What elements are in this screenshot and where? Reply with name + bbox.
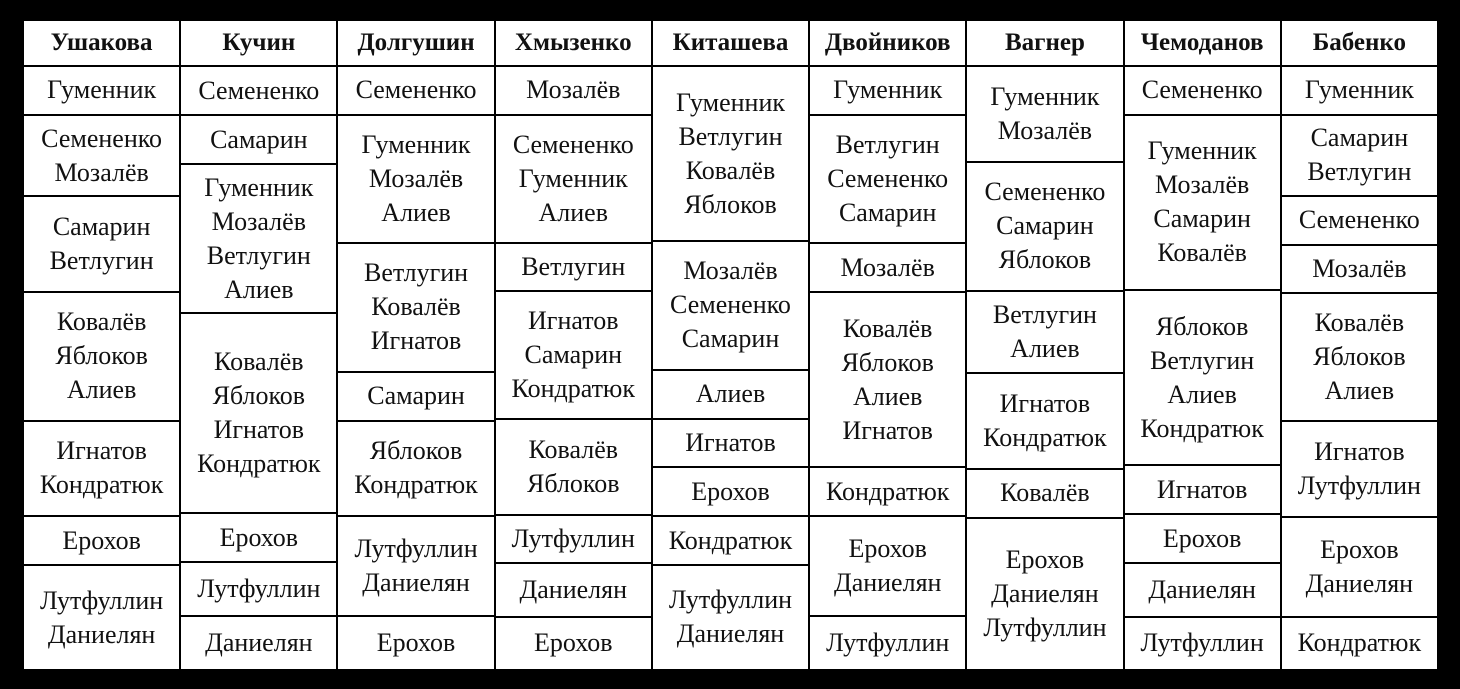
table-cell	[1125, 618, 1280, 670]
column-header: Двойников	[810, 21, 965, 65]
table-cell	[810, 67, 965, 114]
name-entry: Самарин	[838, 198, 937, 228]
name-entry: Ковалёв	[56, 307, 147, 337]
name-entry: Ерохов	[1162, 523, 1242, 553]
name-entry: Даниелян	[833, 568, 942, 598]
name-entry: Ерохов	[534, 628, 613, 658]
name-entry: Ерохов	[376, 628, 456, 658]
table-cell	[810, 517, 965, 615]
table-cell	[496, 618, 651, 669]
table-column	[496, 21, 651, 669]
table-cell	[653, 242, 808, 368]
name-entry: Гуменник	[1304, 75, 1414, 105]
name-entry: Ковалёв	[528, 435, 619, 464]
name-entry: Кондратюк	[39, 470, 164, 500]
table-cell	[653, 371, 808, 418]
name-entry: Яблоков	[527, 469, 620, 498]
name-entry: Кондратюк	[197, 448, 321, 478]
table-cell	[496, 420, 651, 513]
name-entry: Даниелян	[362, 568, 470, 598]
table-column	[967, 21, 1122, 669]
name-entry: Гуменник	[990, 81, 1100, 111]
table-cell	[967, 470, 1122, 517]
table-cell	[181, 165, 336, 311]
name-entry: Гуменник	[518, 163, 628, 193]
table-cell	[653, 566, 808, 669]
name-entry: Ветлугин	[521, 252, 626, 281]
name-entry: Игнатов	[685, 427, 776, 457]
name-entry: Лутфуллин	[826, 628, 950, 658]
table-column	[338, 21, 493, 669]
name-entry: Ковалёв	[214, 346, 304, 376]
column-header: Долгушин	[338, 21, 493, 65]
name-entry: Алиев	[852, 381, 923, 411]
table-cell	[496, 564, 651, 615]
table-cell	[496, 292, 651, 418]
name-entry: Игнатов	[1314, 437, 1405, 466]
ranking-table	[24, 21, 1437, 669]
name-entry: Кондратюк	[1297, 628, 1422, 658]
name-entry: Семененко	[512, 129, 634, 159]
name-entry: Даниелян	[991, 578, 1099, 608]
table-cell	[1125, 564, 1280, 616]
table-cell	[1125, 291, 1280, 464]
name-entry: Лутфуллин	[511, 524, 635, 553]
column-header: Кучин	[181, 21, 336, 65]
name-entry: Лутфуллин	[1140, 628, 1264, 658]
name-entry: Гуменник	[833, 75, 943, 105]
table-column	[181, 21, 336, 669]
name-entry: Алиев	[1167, 379, 1237, 409]
name-entry: Ковалёв	[685, 155, 776, 185]
name-entry: Ветлугин	[835, 130, 940, 160]
table-cell	[496, 67, 651, 114]
name-entry: Алиев	[1010, 333, 1080, 363]
name-entry: Алиев	[695, 379, 766, 409]
table-cell	[24, 67, 179, 114]
name-entry: Самарин	[524, 340, 623, 370]
name-entry: Лутфуллин	[668, 585, 793, 615]
name-entry: Ерохов	[219, 522, 299, 552]
name-entry: Ветлугин	[678, 121, 783, 151]
name-entry: Семененко	[827, 164, 949, 194]
table-cell	[338, 617, 493, 669]
table-cell	[1125, 515, 1280, 562]
table-column	[653, 21, 808, 669]
table-cell	[1125, 466, 1280, 513]
name-entry: Мозалёв	[997, 115, 1093, 145]
name-entry: Гуменник	[361, 130, 471, 160]
table-cell	[181, 116, 336, 163]
name-entry: Мозалёв	[368, 164, 464, 194]
name-entry: Ветлугин	[364, 258, 469, 288]
name-entry: Мозалёв	[54, 157, 149, 187]
table-column	[1125, 21, 1280, 669]
name-entry: Самарин	[1153, 204, 1251, 234]
name-entry: Яблоков	[55, 341, 148, 371]
name-entry: Игнатов	[56, 436, 147, 466]
table-cell	[810, 468, 965, 515]
name-entry: Ковалёв	[1157, 238, 1247, 268]
name-entry: Ерохов	[62, 525, 141, 555]
column-header: Хмызенко	[496, 21, 651, 65]
table-cell	[1282, 67, 1437, 114]
name-entry: Семененко	[670, 290, 791, 320]
name-entry: Кондратюк	[825, 476, 950, 506]
table-cell	[653, 517, 808, 564]
name-entry: Самарин	[996, 211, 1094, 241]
table-cell	[24, 293, 179, 419]
name-entry: Кондратюк	[354, 470, 478, 500]
name-entry: Ерохов	[1320, 534, 1399, 564]
name-entry: Игнатов	[999, 388, 1091, 418]
name-entry: Самарин	[367, 381, 465, 411]
name-entry: Самарин	[52, 212, 151, 242]
table-column	[24, 21, 179, 669]
name-entry: Ветлугин	[1307, 157, 1412, 187]
table-cell	[181, 67, 336, 114]
table-column	[810, 21, 965, 669]
column-header: Чемоданов	[1125, 21, 1280, 65]
name-entry: Семененко	[41, 123, 163, 153]
name-entry: Яблоков	[684, 189, 777, 219]
name-entry: Яблоков	[369, 436, 463, 466]
name-entry: Ковалёв	[1000, 478, 1090, 508]
column-header: Вагнер	[967, 21, 1122, 65]
name-entry: Лутфуллин	[40, 585, 164, 615]
table-cell	[967, 67, 1122, 161]
name-entry: Даниелян	[1148, 574, 1256, 604]
name-entry: Даниелян	[205, 628, 313, 658]
table-cell	[496, 244, 651, 291]
name-entry: Алиев	[381, 198, 451, 228]
table-cell	[338, 244, 493, 370]
column-header: Бабенко	[1282, 21, 1437, 65]
table-cell	[653, 67, 808, 240]
name-entry: Алиев	[224, 274, 294, 304]
table-cell	[967, 374, 1122, 468]
name-entry: Мозалёв	[840, 252, 935, 282]
table-cell	[810, 244, 965, 291]
table-cell	[496, 116, 651, 242]
name-entry: Яблоков	[1155, 311, 1249, 341]
table-cell	[181, 563, 336, 615]
name-entry: Ветлугин	[1150, 345, 1255, 375]
name-entry: Лутфуллин	[197, 574, 321, 604]
name-entry: Семененко	[355, 75, 477, 105]
name-entry: Алиев	[538, 197, 608, 227]
name-entry: Мозалёв	[1312, 254, 1407, 283]
table-cell	[1282, 422, 1437, 515]
name-entry: Ветлугин	[992, 299, 1097, 329]
table-cell	[181, 514, 336, 561]
name-entry: Семененко	[198, 75, 320, 105]
name-entry: Яблоков	[841, 347, 934, 377]
name-entry: Лутфуллин	[354, 534, 478, 564]
name-entry: Даниелян	[519, 575, 628, 604]
name-entry: Самарин	[681, 324, 780, 354]
name-entry: Семененко	[984, 177, 1106, 207]
table-cell	[181, 617, 336, 669]
name-entry: Мозалёв	[526, 75, 621, 105]
table-cell	[338, 517, 493, 615]
name-entry: Гуменник	[675, 87, 786, 117]
name-entry: Кондратюк	[1140, 413, 1264, 443]
table-cell	[1125, 67, 1280, 114]
table-cell	[181, 314, 336, 512]
table-cell	[1282, 618, 1437, 669]
table-column	[1282, 21, 1437, 669]
name-entry: Семененко	[1141, 75, 1263, 105]
table-cell	[653, 468, 808, 515]
name-entry: Кондратюк	[511, 374, 635, 404]
name-entry: Кондратюк	[668, 525, 793, 555]
name-entry: Алиев	[1324, 376, 1395, 406]
table-cell	[810, 116, 965, 242]
name-entry: Ветлугин	[49, 246, 154, 276]
name-entry: Ерохов	[848, 534, 927, 564]
name-entry: Лутфуллин	[1297, 471, 1421, 500]
name-entry: Самарин	[1310, 123, 1409, 153]
name-entry: Гуменник	[204, 172, 314, 202]
table-cell	[653, 420, 808, 467]
table-cell	[338, 422, 493, 516]
table-cell	[967, 519, 1122, 669]
name-entry: Ерохов	[691, 476, 770, 506]
table-cell	[24, 116, 179, 196]
name-entry: Самарин	[210, 124, 308, 154]
name-entry: Кондратюк	[983, 422, 1107, 452]
name-entry: Гуменник	[1147, 136, 1257, 166]
table-cell	[24, 566, 179, 669]
table-cell	[1282, 246, 1437, 293]
table-cell	[810, 293, 965, 466]
name-entry: Игнатов	[213, 414, 305, 444]
name-entry: Игнатов	[370, 326, 462, 356]
table-cell	[338, 373, 493, 420]
table-cell	[24, 517, 179, 564]
name-entry: Яблоков	[1313, 342, 1406, 372]
name-entry: Мозалёв	[1154, 170, 1250, 200]
name-entry: Даниелян	[47, 619, 156, 649]
table-cell	[1282, 197, 1437, 244]
table-cell	[1282, 294, 1437, 420]
table-cell	[967, 292, 1122, 372]
table-cell	[24, 422, 179, 516]
name-entry: Игнатов	[842, 415, 933, 445]
name-entry: Ковалёв	[1314, 308, 1405, 338]
name-entry: Мозалёв	[683, 256, 778, 286]
name-entry: Гуменник	[47, 75, 157, 105]
name-entry: Яблоков	[998, 245, 1092, 275]
name-entry: Мозалёв	[211, 206, 306, 236]
column-header: Киташева	[653, 21, 808, 65]
name-entry: Семененко	[1298, 205, 1420, 235]
name-entry: Игнатов	[1156, 474, 1248, 504]
table-cell	[967, 163, 1122, 290]
table-cell	[338, 67, 493, 114]
name-entry: Даниелян	[1305, 568, 1414, 598]
table-cell	[24, 197, 179, 291]
name-entry: Лутфуллин	[983, 612, 1107, 642]
name-entry: Ерохов	[1005, 544, 1085, 574]
name-entry: Ветлугин	[206, 240, 311, 270]
table-cell	[1282, 518, 1437, 616]
table-cell	[810, 617, 965, 669]
table-cell	[1282, 116, 1437, 195]
table-cell	[496, 516, 651, 563]
name-entry: Ковалёв	[371, 292, 461, 322]
name-entry: Даниелян	[676, 619, 785, 649]
name-entry: Яблоков	[212, 380, 306, 410]
table-cell	[338, 116, 493, 242]
name-entry: Ковалёв	[842, 313, 933, 343]
name-entry: Алиев	[66, 375, 137, 405]
name-entry: Игнатов	[528, 306, 619, 336]
table-cell	[1125, 116, 1280, 289]
column-header: Ушакова	[24, 21, 179, 65]
